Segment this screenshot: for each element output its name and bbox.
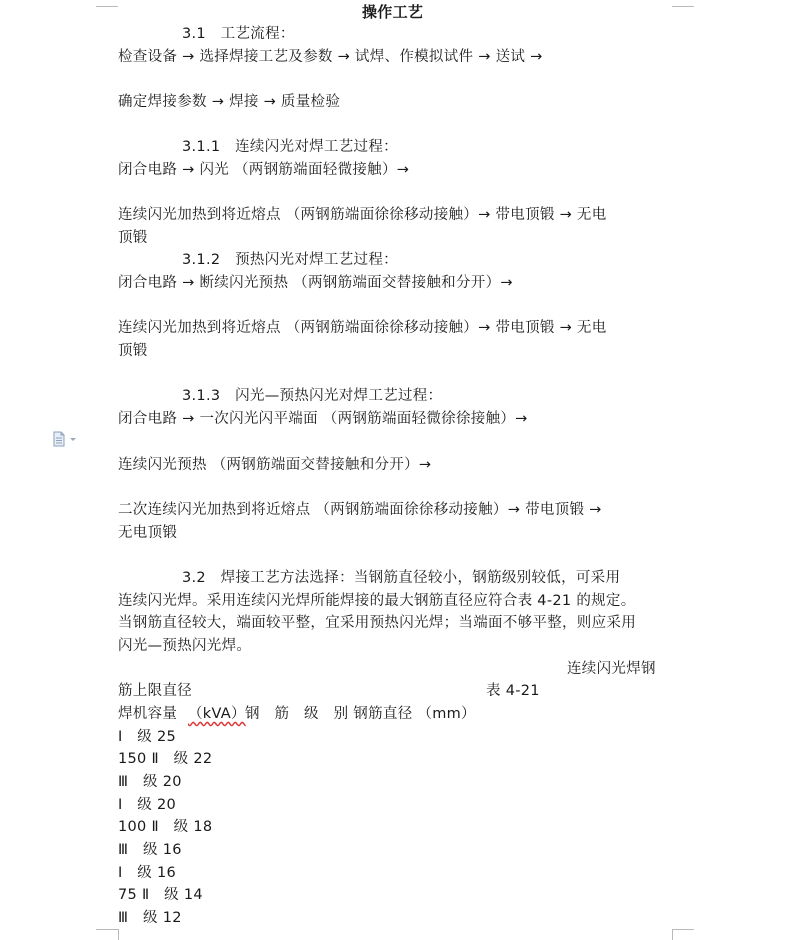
process-flow-line: 顶锻	[118, 343, 148, 359]
process-flow-line: 闭合电路 → 一次闪光闪平端面 （两钢筋端面轻微徐徐接触）→	[118, 411, 528, 427]
table-number: 表 4-21	[486, 683, 540, 699]
table-row: Ⅲ 级 12	[118, 910, 182, 926]
process-flow-line: 无电顶锻	[118, 525, 178, 541]
process-flow-line: 闭合电路 → 闪光 （两钢筋端面轻微接触）→	[118, 162, 410, 178]
document-options-icon[interactable]	[52, 431, 78, 447]
table-header-grade-diameter: 钢 筋 级 别 钢筋直径 （mm）	[245, 706, 476, 722]
crop-mark-bottom-left-h	[96, 929, 118, 930]
process-flow-line: 检查设备 → 选择焊接工艺及参数 → 试焊、作模拟试件 → 送试 →	[118, 49, 543, 65]
paragraph-3-2-line: 连续闪光焊。采用连续闪光焊所能焊接的最大钢筋直径应符合表 4-21 的规定。	[118, 593, 636, 609]
table-row: 75 Ⅱ 级 14	[118, 887, 203, 903]
document-title: 操作工艺	[362, 3, 424, 21]
section-heading-3-1-1: 3.1.1 连续闪光对焊工艺过程：	[182, 139, 398, 155]
crop-mark-bottom-right-v	[672, 929, 673, 940]
paragraph-3-2-line: 闪光—预热闪光焊。	[118, 638, 252, 654]
process-flow-line: 二次连续闪光加热到将近熔点 （两钢筋端面徐徐移动接触）→ 带电顶锻 →	[118, 502, 602, 518]
table-row: Ⅰ 级 20	[118, 797, 177, 813]
section-heading-3-1: 3.1 工艺流程：	[182, 26, 295, 42]
crop-mark-bottom-left-v	[118, 929, 119, 940]
table-row: Ⅰ 级 25	[118, 729, 177, 745]
process-flow-line: 顶锻	[118, 230, 148, 246]
table-caption: 筋上限直径	[118, 683, 192, 699]
table-row: Ⅲ 级 16	[118, 842, 182, 858]
table-row: Ⅰ 级 16	[118, 865, 177, 881]
process-flow-line: 连续闪光加热到将近熔点 （两钢筋端面徐徐移动接触）→ 带电顶锻 → 无电	[118, 320, 607, 336]
section-heading-3-1-3: 3.1.3 闪光—预热闪光对焊工艺过程：	[182, 388, 443, 404]
table-row: 100 Ⅱ 级 18	[118, 819, 213, 835]
process-flow-line: 连续闪光加热到将近熔点 （两钢筋端面徐徐移动接触）→ 带电顶锻 → 无电	[118, 207, 607, 223]
crop-mark-top-left-h	[96, 6, 118, 7]
table-header-unit: （kVA）	[188, 706, 246, 722]
crop-mark-top-right-h	[672, 6, 694, 7]
paragraph-3-2-line: 当钢筋直径较大，端面较平整，宜采用预热闪光焊；当端面不够平整，则应采用	[118, 615, 636, 631]
table-header-capacity: 焊机容量	[118, 706, 178, 722]
table-row: 150 Ⅱ 级 22	[118, 751, 213, 767]
paragraph-3-2-line: 3.2 焊接工艺方法选择：当钢筋直径较小，钢筋级别较低，可采用	[182, 570, 621, 586]
table-row: Ⅲ 级 20	[118, 774, 182, 790]
section-heading-3-1-2: 3.1.2 预热闪光对焊工艺过程：	[182, 252, 398, 268]
process-flow-line: 连续闪光预热 （两钢筋端面交替接触和分开）→	[118, 457, 432, 473]
crop-mark-bottom-right-h	[672, 929, 694, 930]
process-flow-line: 闭合电路 → 断续闪光预热 （两钢筋端面交替接触和分开）→	[118, 275, 513, 291]
process-flow-line: 确定焊接参数 → 焊接 → 质量检验	[118, 94, 341, 110]
table-caption: 连续闪光焊钢	[567, 661, 656, 677]
